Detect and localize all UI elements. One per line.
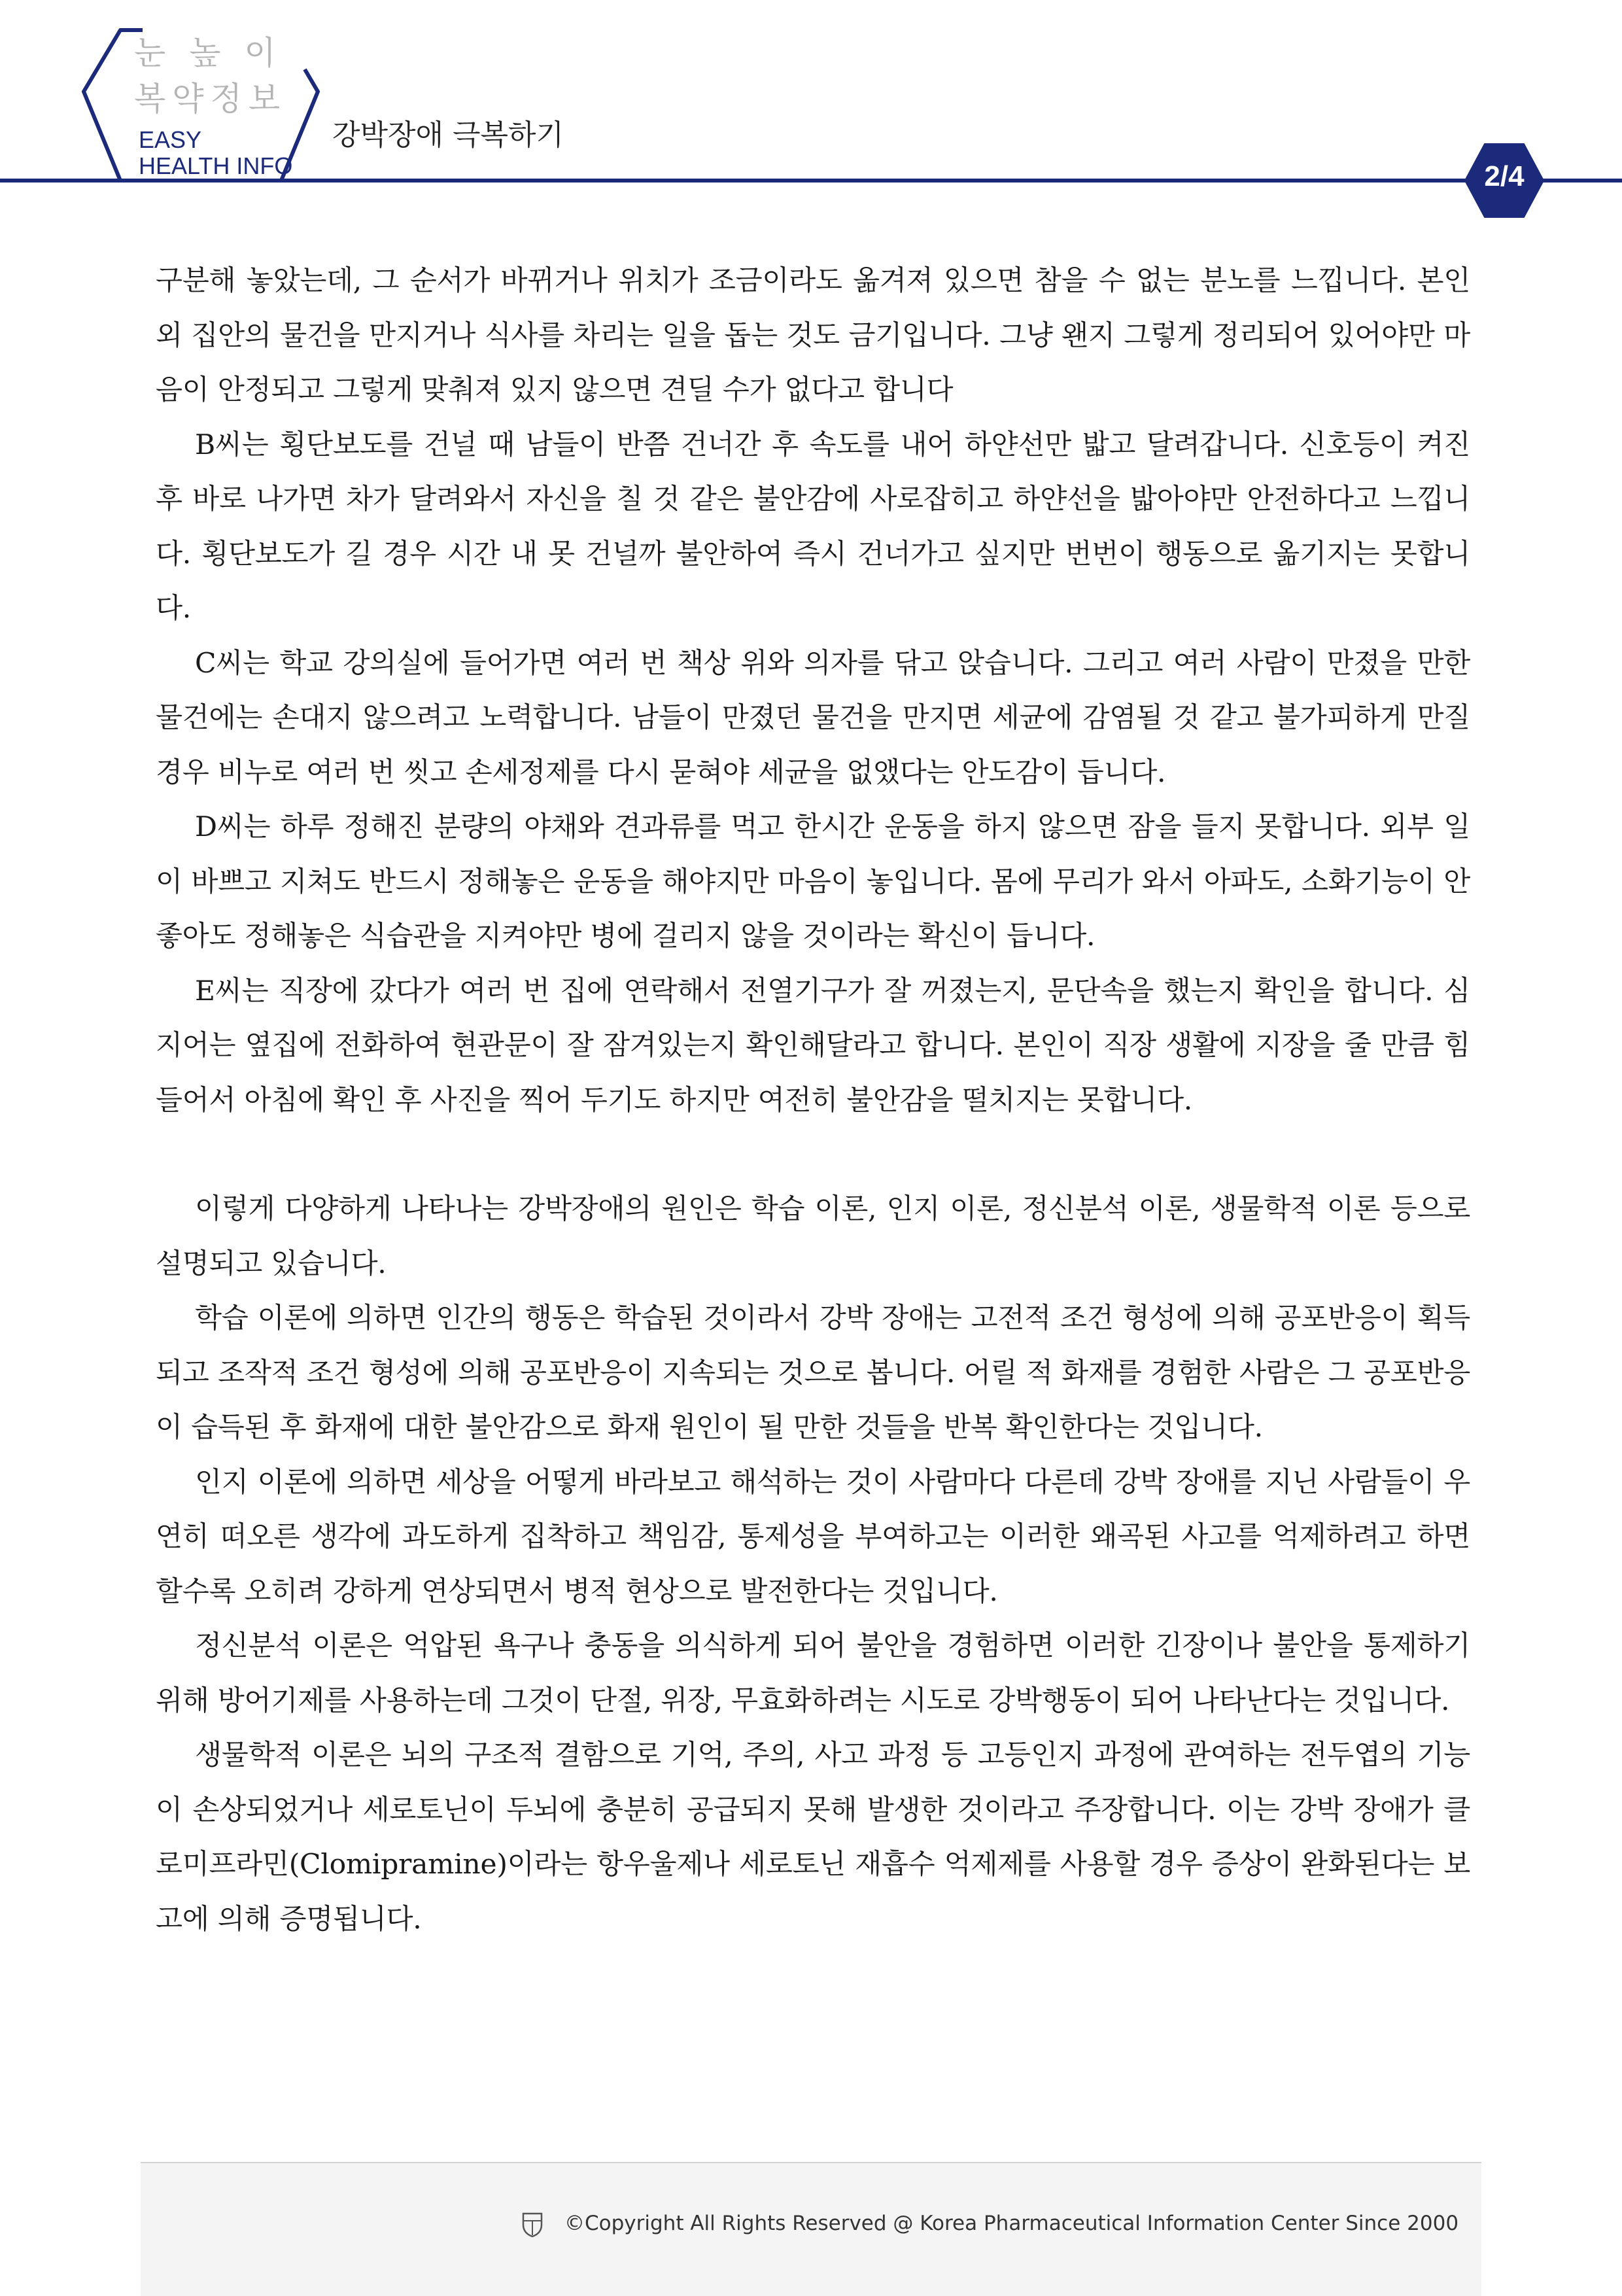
body-text xyxy=(156,254,1470,1947)
paragraph-gap xyxy=(156,1128,1470,1182)
footer xyxy=(141,2162,1481,2296)
paragraph: 생물학적 이론은 뇌의 구조적 결함으로 기억, 주의, 사고 과정 등 고등인지 과정에 관여하는 전두엽의 기능이 손상되었거나 세로토닌이 두뇌에 충분히 공급되지 못해 발생한 것이라고 주장합니다. 이는 강박 장애가 클로미프라민(Clomipramine)이라는 항우울제나 세로토닌 재흡수 억제제를 사용할 경우 증상이 완화된다는 보고에 의해 증명됩니다. xyxy=(156,1739,1471,1936)
paragraph: 구분해 놓았는데, 그 순서가 바뀌거나 위치가 조금이라도 옮겨져 있으면 참을 수 없는 분노를 느낍니다. 본인 외 집안의 물건을 만지거나 식사를 차리는 일을 돕는 것도 금기입니다. 그냥 왠지 그렇게 정리되어 있어야만 마음이 안정되고 그렇게 맞춰져 있지 않으면 견딜 수가 없다고 합니다 xyxy=(156,265,1470,406)
logo-korean-line1: 눈 높 이 xyxy=(134,34,283,72)
logo-korean-line2: 복약정보 xyxy=(134,80,287,118)
document-title: 강박장애 극복하기 xyxy=(332,118,564,152)
paragraph: 정신분석 이론은 억압된 욕구나 충동을 의식하게 되어 불안을 경험하면 이러한 긴장이나 불안을 통제하기 위해 방어기제를 사용하는데 그것이 단절, 위장, 무효화하려는 시도로 강박행동이 되어 나타난다는 것입니다. xyxy=(156,1630,1470,1717)
paragraph: B씨는 횡단보도를 건널 때 남들이 반쯤 건너간 후 속도를 내어 하얀선만 밟고 달려갑니다. 신호등이 켜진 후 바로 나가면 차가 달려와서 자신을 칠 것 같은 불안감에 사로잡히고 하얀선을 밟아야만 안전하다고 느낍니다. 횡단보도가 길 경우 시간 내 못 건널까 불안하여 즉시 건너가고 싶지만 번번이 행동으로 옮기지는 못합니다. xyxy=(156,428,1470,625)
paragraph: C씨는 학교 강의실에 들어가면 여러 번 책상 위와 의자를 닦고 앉습니다. 그리고 여러 사람이 만졌을 만한 물건에는 손대지 않으려고 노력합니다. 남들이 만졌던 물건을 만지면 세균에 감염될 것 같고 불가피하게 만질 경우 비누로 여러 번 씻고 손세정제를 다시 묻혀야 세균을 없앴다는 안도감이 듭니다. xyxy=(156,647,1470,789)
page-number: 2/4 xyxy=(1484,160,1525,192)
shield-icon xyxy=(521,2212,544,2238)
paragraph: 인지 이론에 의하면 세상을 어떻게 바라보고 해석하는 것이 사람마다 다른데 강박 장애를 지닌 사람들이 우연히 떠오른 생각에 과도하게 집착하고 책임감, 통제성을 부여하고는 이러한 왜곡된 사고를 억제하려고 하면 할수록 오히려 강하게 연상되면서 병적 현상으로 발전한다는 것입니다. xyxy=(156,1466,1470,1608)
logo-english-line2: HEALTH INFO xyxy=(139,152,293,179)
logo-english-line1: EASY xyxy=(139,126,202,153)
paragraph: E씨는 직장에 갔다가 여러 번 집에 연락해서 전열기구가 잘 꺼졌는지, 문단속을 했는지 확인을 합니다. 심지어는 옆집에 전화하여 현관문이 잘 잠겨있는지 확인해달라고 합니다. 본인이 직장 생활에 지장을 줄 만큼 힘들어서 아침에 확인 후 사진을 찍어 두기도 하지만 여전히 불안감을 떨치지는 못합니다. xyxy=(156,975,1470,1117)
copyright-text: ©Copyright All Rights Reserved @ Korea Pharmaceutical Information Center Since 2000 xyxy=(564,2212,1459,2235)
paragraph: 학습 이론에 의하면 인간의 행동은 학습된 것이라서 강박 장애는 고전적 조건 형성에 의해 공포반응이 획득되고 조작적 조건 형성에 의해 공포반응이 지속되는 것으로 봅니다. 어릴 적 화재를 경험한 사람은 그 공포반응이 습득된 후 화재에 대한 불안감으로 화재 원인이 될 만한 것들을 반복 확인한다는 것입니다. xyxy=(156,1302,1470,1444)
paragraph: D씨는 하루 정해진 분량의 야채와 견과류를 먹고 한시간 운동을 하지 않으면 잠을 들지 못합니다. 외부 일이 바쁘고 지쳐도 반드시 정해놓은 운동을 해야지만 마음이 놓입니다. 몸에 무리가 와서 아파도, 소화기능이 안 좋아도 정해놓은 식습관을 지켜야만 병에 걸리지 않을 것이라는 확신이 듭니다. xyxy=(156,811,1470,952)
paragraph: 이렇게 다양하게 나타나는 강박장애의 원인은 학습 이론, 인지 이론, 정신분석 이론, 생물학적 이론 등으로 설명되고 있습니다. xyxy=(156,1193,1470,1280)
